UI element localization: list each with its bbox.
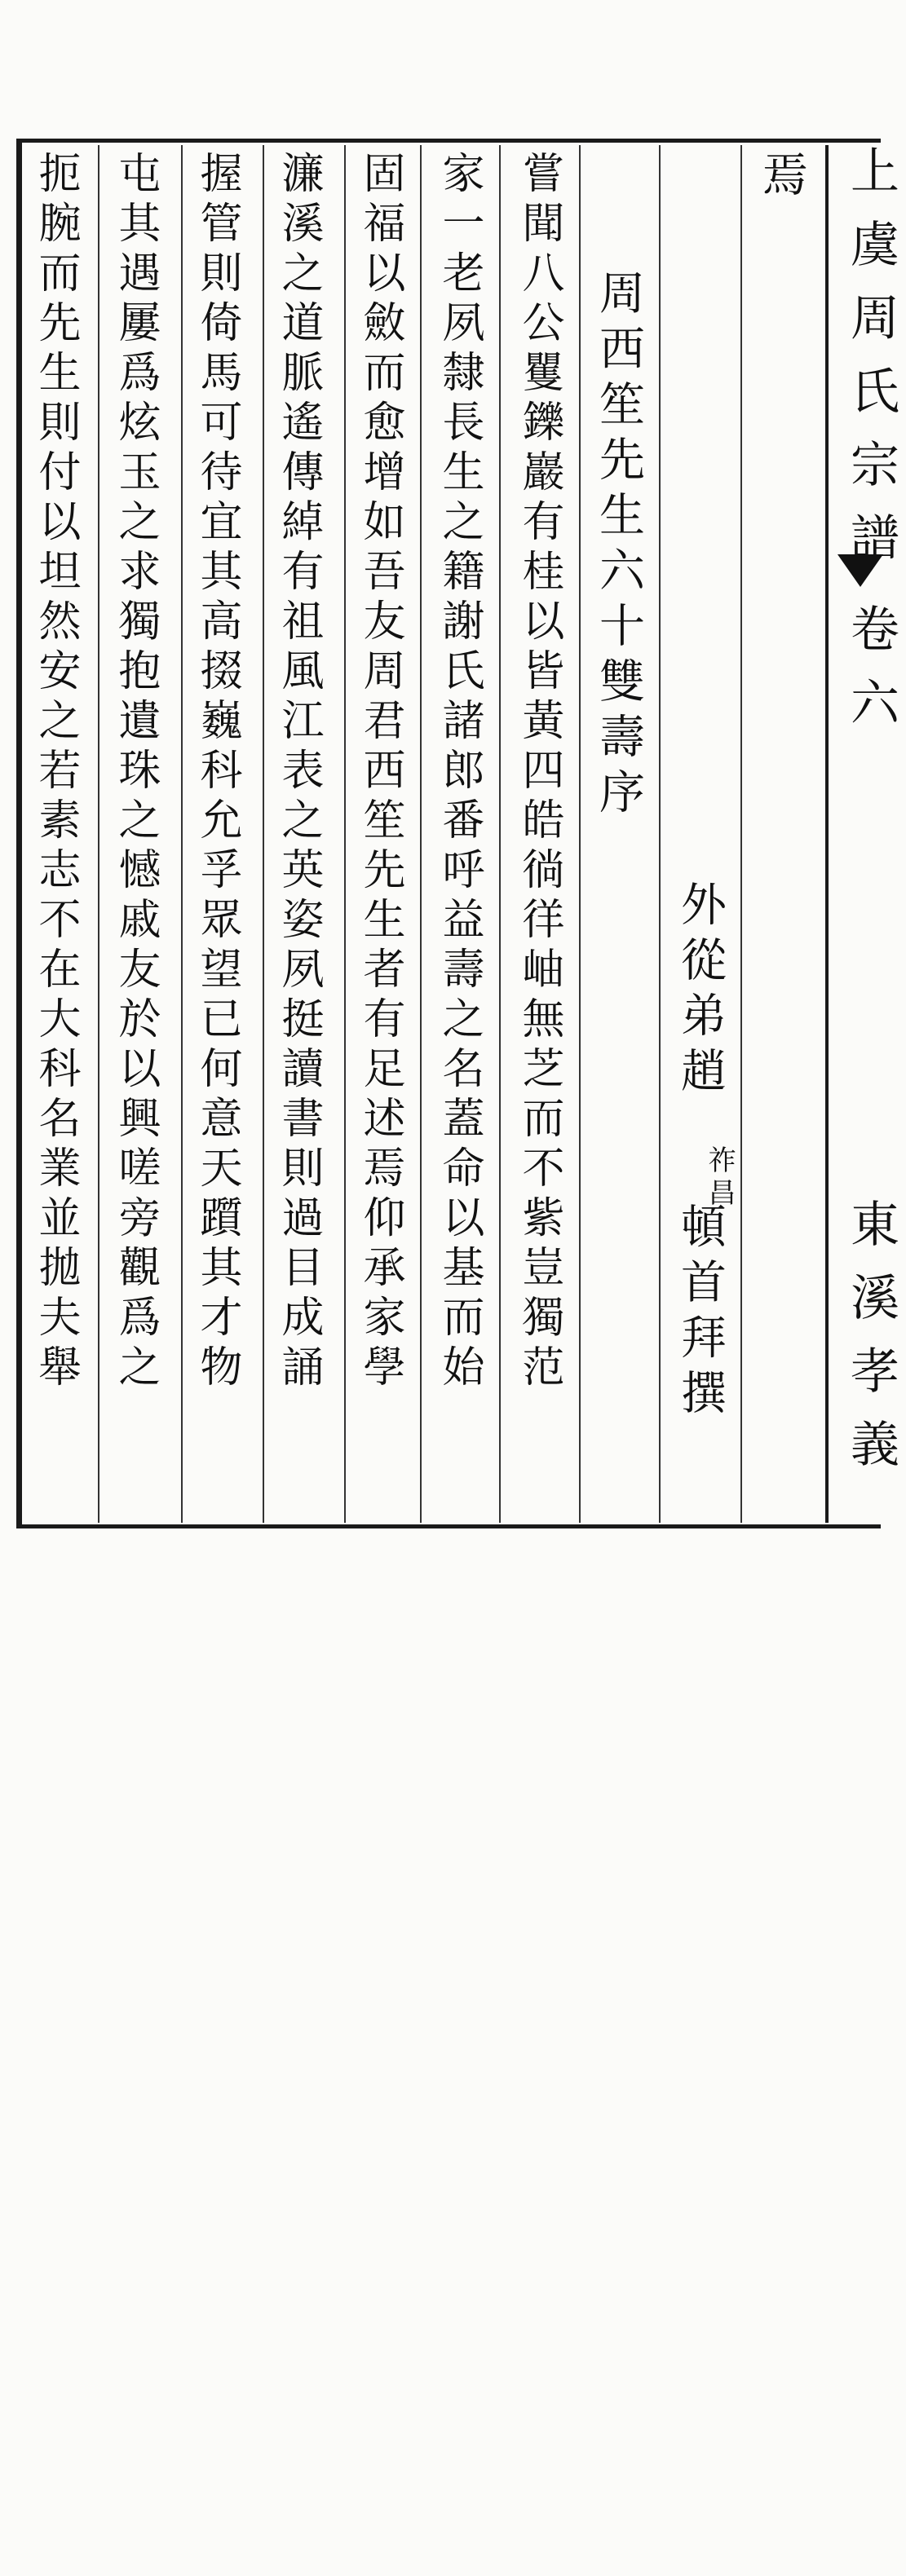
column-rule [344,145,346,1523]
fold-title: 上虞周氏宗譜 [842,145,899,585]
text-column-7: 固福以斂而愈增如吾友周君西笙先生者有足述焉仰承家學 [356,151,404,1394]
author-line: 外從弟趙 [674,880,727,1102]
fold-rule [825,145,829,1523]
text-column-5: 嘗聞八公矍鑠巖有桂以皆黃四皓徜徉岫無芝而不紫豈獨范 [515,151,563,1394]
column-rule [263,145,264,1523]
author-bow-line: 頓首拜撰 [674,1202,727,1424]
author-name-small: 祚昌 [703,1145,736,1211]
text-column-6: 家一老夙隸長生之籍謝氏諸郎番呼益壽之名蓋命以基而始 [435,151,484,1394]
text-column-1: 焉 [755,151,808,206]
column-rule [181,145,183,1523]
preface-title: 周西笙先生六十雙壽序 [592,269,645,823]
column-rule [420,145,422,1523]
text-column-8: 濂溪之道脈遙傳綽有祖風江表之英姿夙挺讀書則過目成誦 [274,151,323,1394]
column-rule [740,145,742,1523]
text-column-11: 扼腕而先生則付以坦然安之若素志不在大科名業並拋夫舉 [31,151,80,1394]
column-rule [98,145,99,1523]
text-column-9: 握管則倚馬可待宜其高掇巍科允孚眾望已何意天躓其才物 [192,151,241,1394]
fold-volume: 卷六 [842,603,899,750]
fold-hall: 東溪孝義 [842,1198,899,1492]
column-rule [579,145,581,1523]
fish-tail-mark [837,554,883,587]
column-rule [499,145,501,1523]
text-column-10: 屯其遇屢爲炫玉之求獨抱遺珠之憾戚友於以興嗟旁觀爲之 [111,151,160,1394]
column-rule [659,145,661,1523]
